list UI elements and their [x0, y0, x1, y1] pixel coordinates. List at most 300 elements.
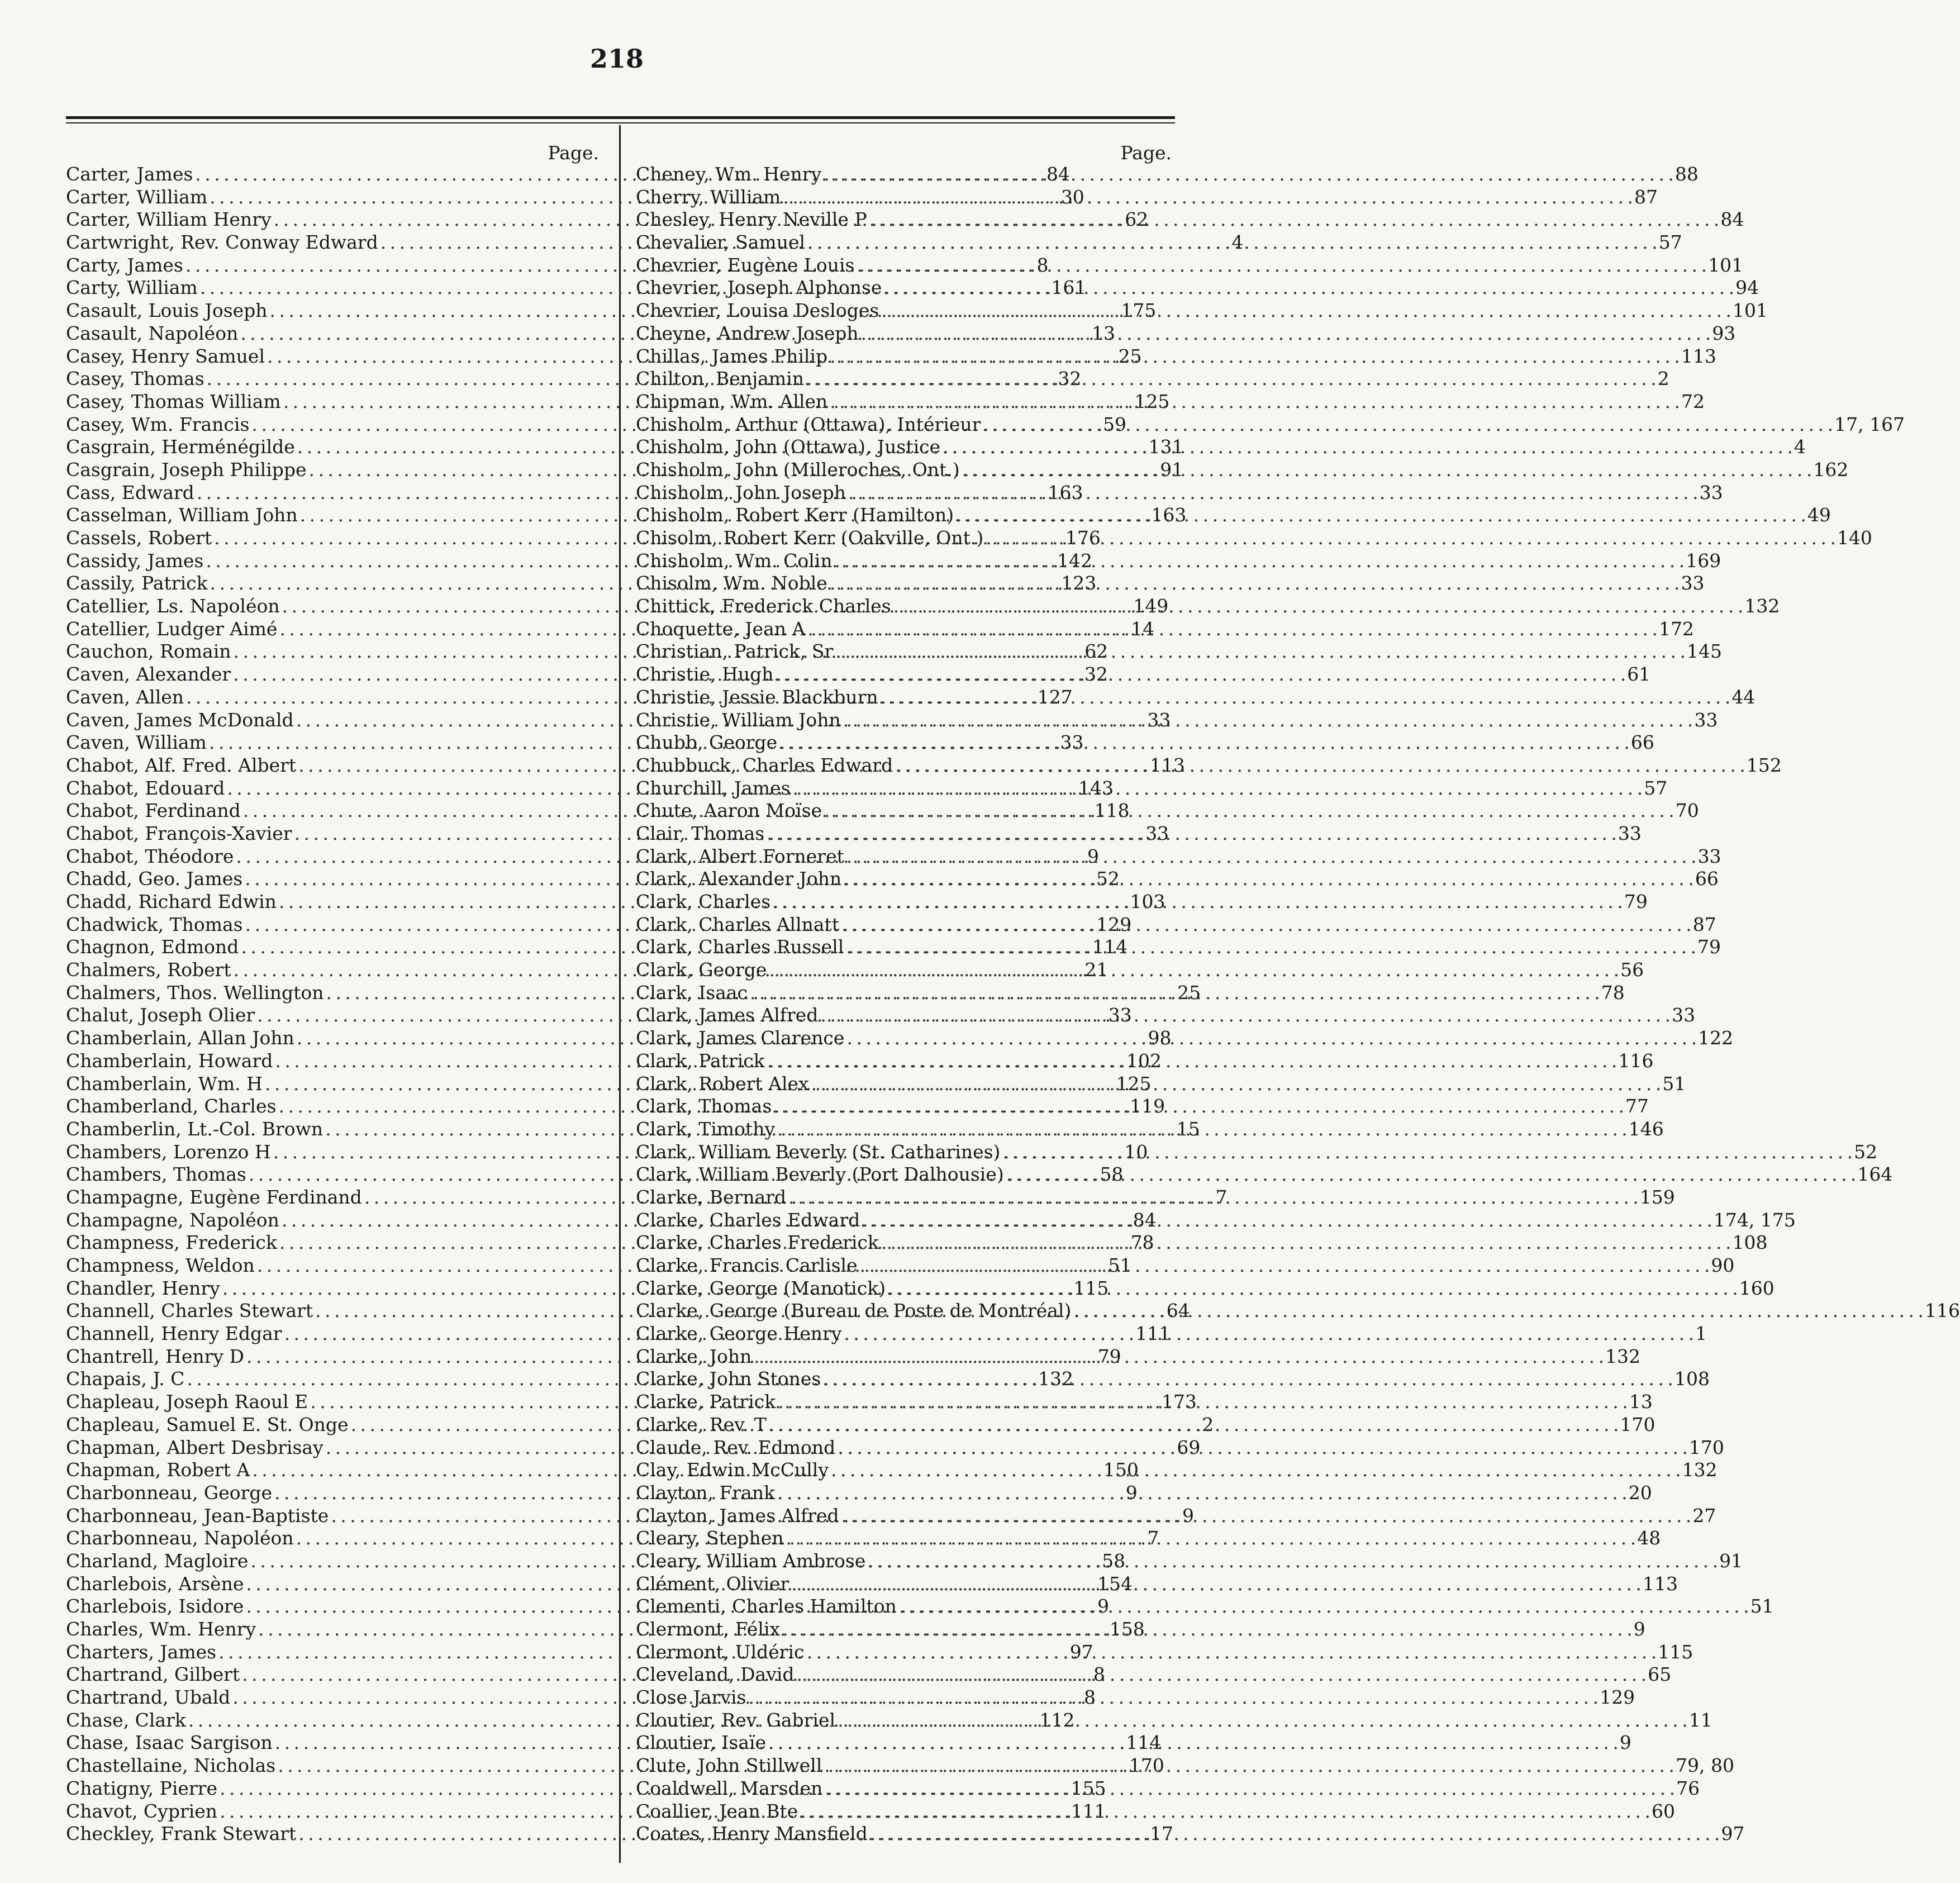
entry-page-number: 9 — [1182, 1504, 1194, 1527]
index-entry — [636, 959, 1644, 982]
page-number: 218 — [589, 44, 644, 74]
entry-page-number: 77 — [1625, 1095, 1649, 1118]
dot-leader — [777, 731, 1631, 754]
entry-name: Cartwright, Rev. Conway Edward — [66, 231, 378, 254]
dot-leader — [878, 686, 1732, 709]
entry-name: Clarke, Patrick — [636, 1391, 776, 1413]
entry-name: Carty, William — [66, 277, 198, 299]
entry-name: Cheyne, Andrew Joseph — [636, 322, 859, 344]
entry-name: Chisholm, Arthur (Ottawa), Intérieur — [636, 413, 981, 435]
entry-page-number: 176 — [1065, 527, 1101, 549]
entry-name: Clarke, John Stones — [636, 1368, 821, 1390]
entry-page-number: 115 — [1658, 1641, 1693, 1663]
entry-name: Chevrier, Joseph Alphonse — [636, 277, 882, 299]
entry-name: Cleveland, David — [636, 1663, 795, 1686]
entry-name: Chabot, François-Xavier — [66, 822, 292, 844]
dot-leader — [844, 936, 1697, 959]
entry-name: Chastellaine, Nicholas — [66, 1754, 276, 1777]
entry-name: Clark, William Beverly (Port Dalhousie) — [636, 1163, 1004, 1186]
entry-name: Clark, Charles Russell — [636, 936, 844, 958]
header-rule-thin — [66, 122, 1175, 123]
entry-page-number: 101 — [1708, 254, 1744, 276]
dot-leader — [775, 1482, 1629, 1505]
entry-page-number: 57 — [1644, 777, 1668, 799]
entry-page-number: 118 — [1094, 800, 1130, 822]
entry-page-number: 87 — [1692, 913, 1716, 935]
dot-leader — [960, 459, 1814, 482]
index-entry — [636, 1754, 1734, 1777]
dot-leader — [786, 1186, 1640, 1209]
entry-name: Champagne, Napoléon — [66, 1209, 279, 1231]
entry-name: Chadwick, Thomas — [66, 913, 243, 935]
entry-page-number: 33 — [1145, 822, 1169, 844]
entry-page-number: 2 — [1202, 1413, 1214, 1435]
entry-name: Charbonneau, George — [66, 1481, 273, 1504]
entry-name: Clark, Charles Allnatt — [636, 913, 840, 935]
entry-page-number: 51 — [1662, 1072, 1686, 1095]
entry-page-number: 150 — [1103, 1459, 1139, 1481]
entry-name: Chase, Clark — [66, 1709, 186, 1731]
dot-leader — [1071, 1300, 1925, 1323]
entry-page-number: 116 — [1618, 1049, 1654, 1072]
entry-page-number: 113 — [1642, 1572, 1678, 1595]
entry-page-number: 58 — [1100, 1163, 1124, 1186]
entry-name: Channell, Charles Stewart — [66, 1300, 313, 1322]
entry-name: Chambers, Lorenzo H — [66, 1140, 271, 1163]
entry-name: Casgrain, Herménégilde — [66, 436, 295, 458]
entry-page-number: 108 — [1732, 1231, 1768, 1254]
entry-name: Carter, James — [66, 163, 193, 185]
entry-name: Chapman, Robert A — [66, 1459, 250, 1481]
entry-page-number: 32 — [1084, 663, 1108, 686]
entry-name: Chabot, Alf. Fred. Albert — [66, 754, 297, 776]
dot-leader — [822, 1754, 1676, 1777]
entry-page-number: 33 — [1697, 845, 1721, 867]
entry-name: Catellier, Ludger Aimé — [66, 617, 278, 640]
entry-name: Chapleau, Joseph Raoul E — [66, 1391, 308, 1413]
entry-page-number: 163 — [1048, 481, 1083, 503]
entry-page-number: 49 — [1807, 504, 1831, 526]
entry-page-number: 62 — [1125, 208, 1149, 231]
entry-name: Clarke, George Henry — [636, 1323, 842, 1345]
entry-page-number: 84 — [1046, 163, 1070, 185]
entry-name: Casselman, William John — [66, 504, 298, 526]
dot-leader — [839, 914, 1693, 936]
index-entry — [636, 731, 1654, 754]
entry-page-number: 51 — [1108, 1254, 1132, 1276]
entry-page-number: 33 — [1108, 1004, 1132, 1026]
entry-name: Charlebois, Arsène — [66, 1572, 244, 1595]
entry-page-number: 125 — [1116, 1072, 1152, 1095]
dot-leader — [844, 1027, 1698, 1050]
dot-leader — [841, 868, 1695, 891]
dot-leader — [821, 163, 1675, 186]
entry-name: Casey, Henry Samuel — [66, 345, 265, 367]
index-entry — [636, 1504, 1716, 1528]
index-entry — [636, 413, 1905, 436]
entry-page-number: 9 — [1097, 1595, 1109, 1618]
entry-name: Checkley, Frank Stewart — [66, 1823, 297, 1845]
entry-name: Chamberlain, Allan John — [66, 1027, 294, 1049]
entry-name: Clementi, Charles Hamilton — [636, 1595, 897, 1618]
entry-name: Carty, James — [66, 254, 183, 276]
index-entry — [636, 754, 1782, 777]
entry-name: Caven, William — [66, 731, 207, 754]
entry-page-number: 66 — [1695, 868, 1719, 890]
index-entry — [636, 1527, 1661, 1550]
dot-leader — [805, 1641, 1658, 1664]
entry-page-number: 172 — [1659, 617, 1694, 640]
index-entry — [636, 708, 1718, 732]
dot-leader — [940, 436, 1794, 459]
entry-name: Carter, William — [66, 186, 208, 208]
entry-name: Chisolm, Wm. Noble — [636, 572, 827, 595]
entry-page-number: 142 — [1057, 549, 1093, 572]
index-entry — [636, 1004, 1696, 1027]
entry-name: Cassels, Robert — [66, 527, 212, 549]
entry-page-number: 25 — [1118, 345, 1142, 367]
index-entry — [636, 1777, 1700, 1800]
dot-leader — [835, 1709, 1689, 1732]
entry-page-number: 132 — [1744, 595, 1780, 617]
index-entry — [636, 1549, 1743, 1573]
entry-page-number: 21 — [1084, 959, 1109, 981]
index-entry — [636, 481, 1723, 505]
entry-page-number: 161 — [1051, 277, 1087, 299]
dot-leader — [954, 504, 1807, 527]
entry-name: Chalmers, Thos. Wellington — [66, 981, 324, 1004]
entry-page-number: 170 — [1129, 1754, 1164, 1777]
index-entry — [636, 663, 1651, 686]
index-entry — [636, 277, 1759, 299]
entry-page-number: 78 — [1601, 981, 1625, 1004]
dot-leader — [858, 1254, 1711, 1277]
entry-page-number: 61 — [1627, 663, 1651, 686]
dot-leader — [846, 482, 1700, 505]
entry-name: Champagne, Eugène Ferdinand — [66, 1186, 362, 1208]
entry-page-number: 27 — [1692, 1504, 1716, 1527]
index-entry — [636, 1368, 1710, 1391]
entry-name: Christie, Hugh — [636, 663, 774, 686]
entry-page-number: 113 — [1681, 345, 1716, 367]
index-entry — [636, 686, 1756, 709]
dot-leader — [835, 1437, 1689, 1459]
entry-page-number: 33 — [1672, 1004, 1696, 1026]
entry-page-number: 9 — [1619, 1732, 1631, 1754]
index-entry — [636, 1663, 1672, 1686]
index-entry — [636, 1277, 1775, 1300]
entry-page-number: 8 — [1083, 1686, 1096, 1709]
dot-leader — [822, 1777, 1676, 1800]
entry-name: Chisholm, John (Milleroches, Ont.) — [636, 458, 960, 481]
entry-name: Clark, Albert Forneret — [636, 845, 844, 867]
entry-name: Chisholm, Robert Kerr (Hamilton) — [636, 504, 954, 526]
entry-page-number: 173 — [1161, 1391, 1197, 1413]
entry-name: Chalut, Joseph Olier — [66, 1004, 255, 1026]
entry-name: Catellier, Ls. Napoléon — [66, 595, 280, 617]
entry-page-number: 25 — [1177, 981, 1201, 1004]
entry-page-number: 113 — [1149, 754, 1185, 776]
entry-name: Chevrier, Louisa Desloges — [636, 299, 879, 322]
entry-page-number: 79, 80 — [1676, 1754, 1734, 1777]
entry-name: Casault, Napoléon — [66, 322, 239, 344]
entry-page-number: 64 — [1166, 1300, 1190, 1322]
index-entry — [636, 617, 1694, 641]
entry-name: Chamberlin, Lt.-Col. Brown — [66, 1118, 324, 1140]
entry-page-number: 140 — [1837, 527, 1872, 549]
dot-leader — [839, 1505, 1693, 1528]
entry-name: Clark, Thomas — [636, 1095, 772, 1118]
entry-page-number: 62 — [1084, 640, 1109, 663]
left-page-header: Page. — [548, 142, 599, 164]
dot-leader — [822, 800, 1676, 822]
entry-name: Chabot, Théodore — [66, 845, 234, 867]
index-entry — [636, 549, 1721, 573]
dot-leader — [1000, 1141, 1854, 1164]
entry-name: Christie, William John — [636, 708, 841, 731]
entry-page-number: 115 — [1073, 1277, 1109, 1299]
entry-name: Clark, James Clarence — [636, 1027, 845, 1049]
dot-leader — [886, 1277, 1739, 1300]
entry-page-number: 132 — [1682, 1459, 1718, 1481]
entry-name: Cauchon, Romain — [66, 640, 231, 663]
entry-name: Charbonneau, Napoléon — [66, 1527, 294, 1549]
entry-name: Chatigny, Pierre — [66, 1777, 217, 1799]
entry-page-number: 114 — [1092, 936, 1128, 958]
entry-name: Claude, Rev. Edmond — [636, 1436, 836, 1458]
dot-leader — [780, 1618, 1634, 1641]
dot-leader — [746, 1686, 1600, 1709]
entry-page-number: 4 — [1794, 436, 1806, 458]
entry-page-number: 30 — [1060, 186, 1084, 208]
entry-name: Clark, James Alfred — [636, 1004, 819, 1026]
index-entry — [636, 254, 1744, 277]
entry-page-number: 52 — [1096, 868, 1120, 890]
index-entry — [636, 231, 1682, 254]
right-page-header: Page. — [1120, 142, 1172, 164]
index-entry — [636, 163, 1699, 186]
entry-name: Cleary, William Ambrose — [636, 1549, 866, 1572]
entry-name: Champness, Frederick — [66, 1231, 277, 1254]
entry-name: Chadd, Richard Edwin — [66, 891, 277, 912]
entry-name: Clayton, James Alfred — [636, 1504, 839, 1527]
entry-name: Casey, Wm. Francis — [66, 413, 250, 435]
index-entry — [636, 1186, 1675, 1209]
entry-name: Cass, Edward — [66, 481, 194, 503]
entry-name: Clark, Timothy — [636, 1118, 776, 1140]
dot-leader — [827, 391, 1681, 413]
entry-page-number: 93 — [1712, 322, 1736, 344]
entry-name: Chillas, James Philip — [636, 345, 828, 367]
entry-page-number: 44 — [1731, 686, 1756, 708]
entry-page-number: 129 — [1096, 913, 1132, 935]
index-entry — [636, 1572, 1678, 1596]
entry-page-number: 97 — [1069, 1641, 1093, 1663]
dot-leader — [844, 845, 1698, 868]
index-entry — [636, 186, 1658, 209]
entry-name: Chabot, Ferdinand — [66, 800, 241, 822]
entry-name: Clark, George — [636, 959, 767, 981]
entry-name: Chapman, Albert Desbrisay — [66, 1436, 324, 1458]
entry-name: Charters, James — [66, 1641, 217, 1663]
entry-page-number: 33 — [1699, 481, 1723, 503]
entry-name: Chisholm, John (Ottawa), Justice — [636, 436, 941, 458]
entry-name: Coallier, Jean Bte — [636, 1800, 798, 1822]
entry-name: Chevalier, Samuel — [636, 231, 806, 254]
entry-page-number: 11 — [1688, 1709, 1712, 1731]
index-entry — [636, 1481, 1652, 1505]
entry-name: Christie, Jessie Blackburn — [636, 686, 878, 708]
dot-leader — [765, 1050, 1619, 1073]
entry-name: Chisholm, John Joseph — [636, 481, 846, 503]
index-entry — [636, 1641, 1693, 1664]
entry-page-number: 8 — [1036, 254, 1049, 276]
index-entry — [636, 1049, 1654, 1073]
index-entry — [636, 1345, 1641, 1368]
entry-page-number: 174, 175 — [1713, 1209, 1796, 1231]
entry-page-number: 163 — [1151, 504, 1187, 526]
index-entry — [636, 1095, 1649, 1118]
index-entry — [636, 299, 1768, 322]
entry-name: Chamberland, Charles — [66, 1095, 277, 1118]
entry-name: Chandler, Henry — [66, 1277, 220, 1299]
dot-leader — [891, 595, 1745, 618]
dot-leader — [789, 1573, 1643, 1596]
entry-name: Chilton, Benjamin — [636, 368, 805, 390]
entry-page-number: 60 — [1652, 1800, 1676, 1822]
entry-page-number: 162 — [1813, 458, 1849, 481]
entry-page-number: 143 — [1078, 777, 1114, 799]
entry-page-number: 97 — [1721, 1823, 1745, 1845]
entry-page-number: 17 — [1149, 1823, 1173, 1845]
entry-page-number: 4 — [1231, 231, 1244, 254]
index-entry — [636, 504, 1831, 527]
entry-page-number: 127 — [1037, 686, 1073, 708]
entry-name: Casey, Thomas William — [66, 390, 281, 412]
entry-page-number: 33 — [1060, 731, 1084, 754]
dot-leader — [833, 640, 1687, 663]
entry-name: Clarke, John — [636, 1345, 752, 1367]
entry-page-number: 132 — [1605, 1345, 1641, 1367]
entry-name: Clarke, Francis Carlisle — [636, 1254, 858, 1276]
entry-name: Clément, Olivier — [636, 1572, 789, 1595]
entry-name: Chartrand, Gilbert — [66, 1663, 240, 1686]
entry-page-number: 2 — [1657, 368, 1669, 390]
entry-page-number: 170 — [1620, 1413, 1655, 1435]
index-entry — [636, 1323, 1707, 1345]
dot-leader — [860, 1209, 1714, 1232]
dot-leader — [776, 1391, 1629, 1414]
entry-page-number: 72 — [1681, 390, 1705, 412]
entry-name: Cloutier, Rev. Gabriel — [636, 1709, 836, 1731]
index-entry — [636, 936, 1721, 959]
entry-page-number: 13 — [1092, 322, 1115, 344]
entry-page-number: 125 — [1134, 390, 1170, 412]
index-entry — [636, 1254, 1735, 1277]
index-entry — [636, 1231, 1768, 1254]
entry-page-number: 91 — [1719, 1549, 1743, 1572]
index-entry — [636, 1686, 1635, 1709]
entry-name: Clarke, George (Bureau de Poste de Montréal) — [636, 1300, 1072, 1322]
entry-name: Clark, Alexander John — [636, 868, 842, 890]
entry-name: Clarke, Charles Edward — [636, 1209, 860, 1231]
dot-leader — [770, 891, 1624, 914]
dot-leader — [865, 1550, 1719, 1573]
index-entry — [636, 1618, 1645, 1641]
entry-page-number: 111 — [1135, 1323, 1171, 1345]
entry-name: Charles, Wm. Henry — [66, 1618, 256, 1640]
index-entry — [636, 1209, 1796, 1232]
entry-page-number: 70 — [1675, 800, 1699, 822]
entry-name: Chittick, Frederick Charles — [636, 595, 891, 617]
entry-name: Charbonneau, Jean-Baptiste — [66, 1504, 329, 1527]
entry-name: Cassidy, James — [66, 549, 204, 572]
index-entry — [636, 1459, 1718, 1482]
entry-page-number: 164 — [1857, 1163, 1893, 1186]
dot-leader — [751, 1345, 1605, 1368]
dot-leader — [893, 754, 1747, 777]
entry-page-number: 112 — [1039, 1709, 1075, 1731]
entry-page-number: 58 — [1102, 1549, 1126, 1572]
entry-name: Chipman, Wm. Allen — [636, 390, 828, 412]
entry-name: Carter, William Henry — [66, 208, 272, 231]
index-entry — [636, 322, 1736, 345]
dot-leader — [791, 777, 1644, 800]
entry-page-number: 175 — [1121, 299, 1157, 322]
dot-leader — [841, 709, 1695, 732]
entry-page-number: 52 — [1854, 1140, 1878, 1163]
entry-page-number: 65 — [1648, 1663, 1672, 1686]
entry-page-number: 170 — [1688, 1436, 1724, 1458]
entry-name: Clair, Thomas — [636, 822, 765, 844]
entry-page-number: 108 — [1674, 1368, 1710, 1390]
entry-page-number: 51 — [1750, 1595, 1774, 1618]
entry-page-number: 84 — [1133, 1209, 1157, 1231]
entry-name: Channell, Henry Edgar — [66, 1323, 282, 1345]
dot-leader — [854, 254, 1708, 277]
entry-name: Cloutier, Isaïe — [636, 1732, 767, 1754]
entry-name: Clarke, Rev. T — [636, 1413, 767, 1435]
entry-name: Clermont, Félix — [636, 1618, 781, 1640]
dot-leader — [868, 1823, 1721, 1846]
entry-page-number: 66 — [1630, 731, 1654, 754]
index-entry — [636, 640, 1722, 663]
header-rule-thick — [66, 116, 1175, 119]
entry-name: Churchill, James — [636, 777, 791, 799]
entry-name: Chadd, Geo. James — [66, 868, 243, 890]
entry-page-number: 79 — [1697, 936, 1721, 958]
entry-page-number: 169 — [1686, 549, 1721, 572]
index-entry — [636, 436, 1806, 459]
entry-name: Chabot, Edouard — [66, 777, 225, 799]
entry-name: Clayton, Frank — [636, 1481, 776, 1504]
entry-name: Chantrell, Henry D — [66, 1345, 245, 1367]
dot-leader — [774, 663, 1628, 686]
dot-leader — [1004, 1163, 1858, 1186]
entry-page-number: 33 — [1694, 708, 1718, 731]
entry-page-number: 132 — [1038, 1368, 1074, 1390]
entry-name: Charlebois, Isidore — [66, 1595, 244, 1618]
entry-page-number: 158 — [1109, 1618, 1145, 1640]
entry-page-number: 152 — [1746, 754, 1782, 776]
entry-page-number: 9 — [1633, 1618, 1645, 1640]
dot-leader — [827, 572, 1681, 595]
dot-leader — [767, 1414, 1620, 1437]
entry-name: Chavot, Cyprien — [66, 1800, 218, 1822]
entry-page-number: 79 — [1624, 891, 1648, 912]
entry-page-number: 48 — [1637, 1527, 1661, 1549]
entry-name: Clark, Charles — [636, 891, 771, 912]
